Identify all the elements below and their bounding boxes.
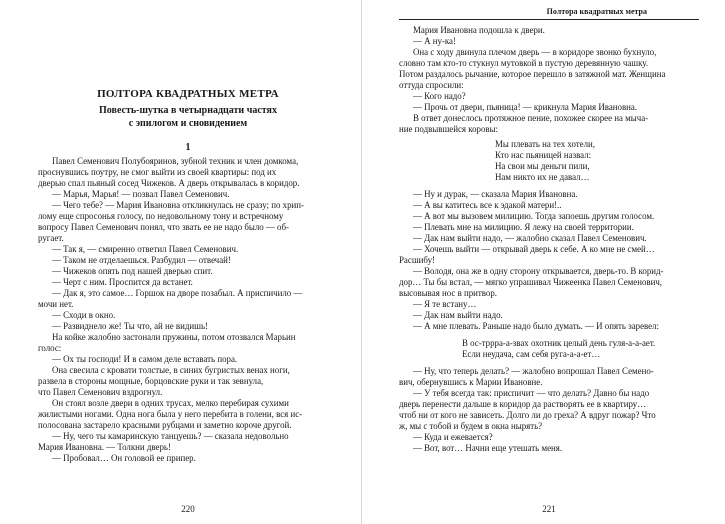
text-line: — А ну-ка! [413,36,456,46]
text-line: Она с ходу двинула плечом дверь — в коридоре звонко бухнуло, [413,47,657,57]
text-line: Потом раздалось рычание, которое перешло в затяжной мат. Женщина [399,69,666,79]
text-line: — Хочешь выйти — открывай дверь к себе. А ко мне не смей… [413,244,655,254]
running-head [399,7,699,20]
text-line: — Сходи в окно. [52,310,116,320]
text-line: — Куда и ежевается? [413,432,493,442]
text-line: дверью спал пьяный сосед Чижеков. А дверь открывалась в коридор. [38,178,300,188]
verse-line: Мы плевать на тех хотели, [495,139,596,149]
text-line: высовывая нос в притвор. [399,288,498,298]
text-line: — Ну и дурак, — сказала Мария Ивановна. [413,189,578,199]
text-line: ругает. [38,233,64,243]
text-line: — Прочь от двери, пьяница! — крикнула Мария Ивановна. [413,102,638,112]
text-line: — Володя, она же в одну сторону открывается, дверь-то. В корид- [413,266,664,276]
text-line: — Развиднело же! Ты что, ай не видишь! [52,321,208,331]
right-text-block-1 [399,25,699,135]
page-number-left: 220 [181,504,195,514]
text-line: — Чижеков опять под нашей дверью спит. [52,266,213,276]
page-number-right: 221 [542,504,556,514]
left-body-text [38,156,338,464]
text-line: — А вы катитесь все к эдакой матери!.. [413,200,562,210]
text-line: проснувшись поутру, не смог выйти из своей квартиры: под их [38,167,277,177]
chapter-number: 1 [185,142,191,153]
text-line: — Я те встану… [413,299,477,309]
right-page [363,0,725,524]
text-line: — Ох ты господи! И в самом деле вставать пора. [52,354,238,364]
text-line: — Кого надо? [413,91,466,101]
text-line: В ответ донеслось протяжное пение, похожее скорее на мыча- [413,113,649,123]
text-line: ж, мы с тобой и будем в окна нырять? [399,421,543,431]
text-line: дор… Ты бы встал, — мягко упрашивал Чижеенка Павел Семенович, [399,277,663,287]
text-line: мочи нет. [38,299,74,309]
verse-line: Кто нас пьяницей назвал: [495,150,592,160]
text-line: — А вот мы вызовем милицию. Тогда запоешь другим голосом. [413,211,655,221]
story-title: ПОЛТОРА КВАДРАТНЫХ МЕТРА [97,88,279,100]
song-verse-2 [399,338,699,360]
text-line: Расшибу! [399,255,435,265]
book-gutter [361,0,362,524]
text-line: голос: [38,343,62,353]
text-line: — Дак я, это самое… Горшок на дворе позабыл. А приспичило — [52,288,303,298]
text-line: — Дак нам выйти надо. [413,310,503,320]
text-line: — Марья, Марья! — позвал Павел Семенович. [52,189,230,199]
text-line: — Ну, чего ты камаринскую танцуешь? — сказала недовольно [52,431,289,441]
verse-line: В ос-тррра-а-звах охотник целый день гуля-а-а-ает. [462,338,656,348]
text-line: вич, обернувшись к Марии Ивановне. [399,377,543,387]
subtitle-line: с эпилогом и сновидением [128,118,248,129]
text-line: дверь перенести дальше в коридор да растворять ее в квартиру… [399,399,647,409]
right-text-block-3 [399,366,699,454]
text-line: ние подвывшейся коровы: [399,124,499,134]
text-line: вопросу Павел Семенович понял, что звать ее не надо было — об- [38,222,289,232]
story-subtitle [38,104,338,130]
text-line: Он стоял возле двери в одних трусах, мелко перебирая сухими [52,398,289,408]
verse-line: На свои мы деньги пили, [495,161,590,171]
right-body-text [399,25,699,454]
text-line: — Дак нам выйти надо, — жалобно сказал Павел Семенович. [413,233,647,243]
text-line: полосована застарело красными рубцами и заметно короче другой. [38,420,292,430]
text-line: — Вот, вот… Начни еще утешать меня. [413,443,563,453]
text-line: развела в стороны мощные, борцовские руки и так зевнула, [38,376,264,386]
text-line: Павел Семенович Полубояринов, зубной техник и член домкома, [52,156,299,166]
text-line: — Ну, что теперь делать? — жалобно вопрошал Павел Семено- [413,366,654,376]
text-line: Она свесила с кровати толстые, в синих бугристых венах ноги, [52,365,290,375]
verse-line: Если неудача, сам себя руга-а-а-ет… [462,349,601,359]
text-line: оттуда спросили: [399,80,464,90]
text-line: — Так я, — смиренно ответил Павел Семенович. [52,244,239,254]
text-line: — У тебя всегда так: приспичит — что делать? Давно бы надо [413,388,650,398]
text-line: — Таком не отделаешься. Разбудил — отвечай! [52,255,231,265]
subtitle-line: Повесть-шутка в четырнадцати частях [99,105,277,116]
text-line: — Плевать мне на милицию. Я лежу на своей территории. [413,222,634,232]
text-line: — Пробовал… Он головой ее припер. [52,453,196,463]
text-line: что Павел Семенович вздрогнул. [38,387,163,397]
text-line: Мария Ивановна подошла к двери. [413,25,545,35]
text-line: словно там кто-то стукнул мутовкой в пустую деревянную чашку. [399,58,649,68]
text-line: чтоб ни от кого не зависеть. Долго ли до греха? А вдруг пожар? Что [399,410,656,420]
text-line: — Черт с ним. Проспится да встанет. [52,277,193,287]
text-line: На койке жалобно застонали пружины, потом отозвался Марьин [52,332,296,342]
left-page [0,0,362,524]
text-line: жилистыми ногами. Одна нога была у него перебита в голени, вся ис- [38,409,303,419]
text-line: — А мне плевать. Раньше надо было думать. — И опять заревел: [413,321,659,331]
right-text-block-2 [399,189,699,332]
verse-line: Нам никто их не давал… [495,172,590,182]
running-head-text: Полтора квадратных метра [546,7,647,16]
song-verse-1 [399,139,699,183]
text-line: — Чего тебе? — Мария Ивановна откликнулась не сразу; по хрип- [52,200,304,210]
text-line: лому еще спросонья голосу, по недовольному тону и встречному [38,211,284,221]
text-line: Мария Ивановна. — Толкни дверь! [38,442,171,452]
